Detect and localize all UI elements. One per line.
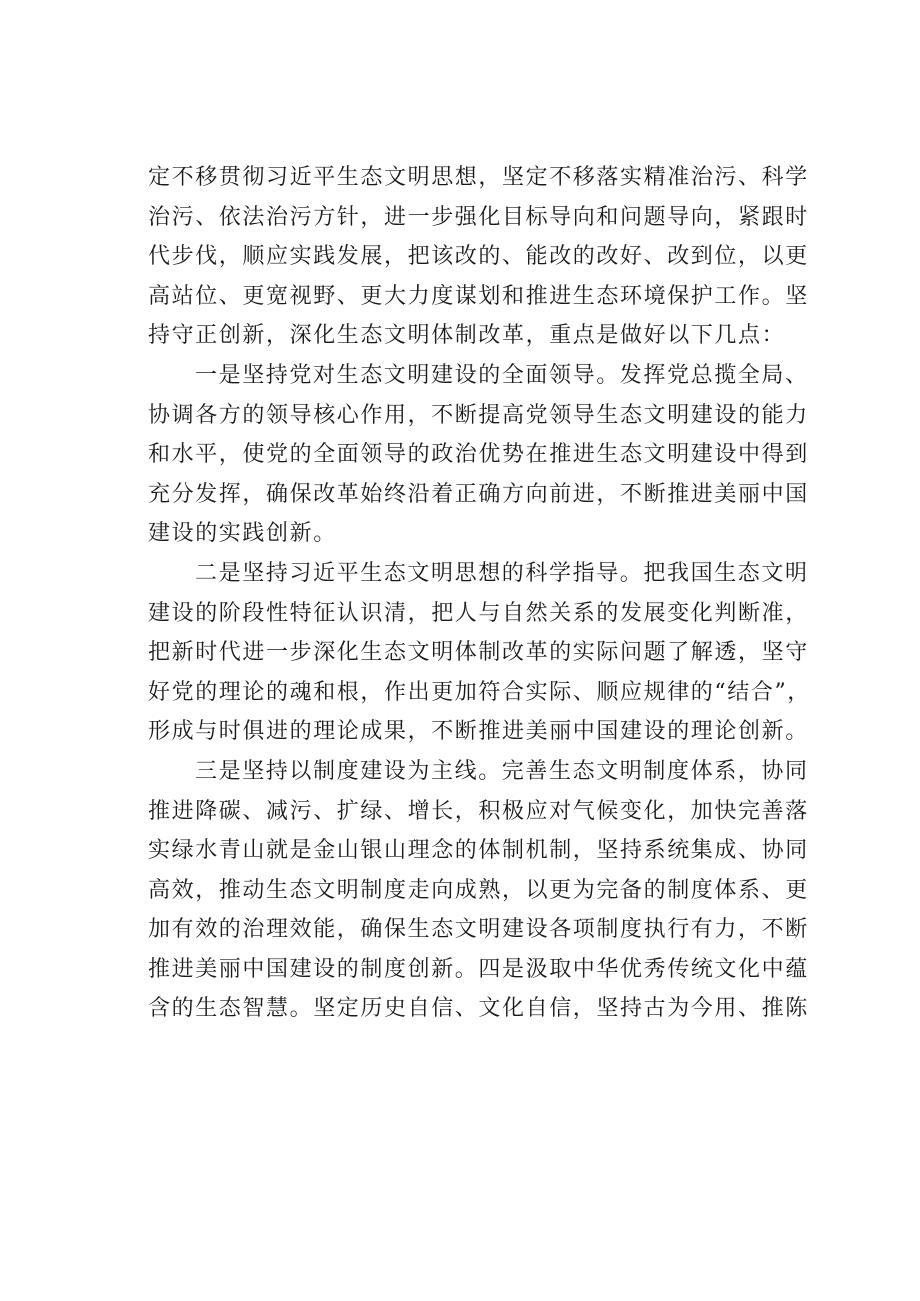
text-line: 高站位、更宽视野、更大力度谋划和推进生态环境保护工作。坚 [148, 283, 809, 309]
text-line: 充分发挥，确保改革始终沿着正确方向前进，不断推进美丽中国 [148, 481, 809, 507]
text-line: 协调各方的领导核心作用，不断提高党领导生态文明建设的能力 [148, 402, 809, 428]
text-line: 定不移贯彻习近平生态文明思想，坚定不移落实精准治污、科学 [148, 165, 809, 190]
text-line: 推进美丽中国建设的制度创新。四是汲取中华优秀传统文化中蕴 [148, 956, 809, 982]
text-line: 持守正创新，深化生态文明体制改革，重点是做好以下几点： [148, 323, 786, 349]
paragraph-first-line: 二是坚持习近平生态文明思想的科学指导。把我国生态文明 [195, 560, 809, 586]
text-line: 高效，推动生态文明制度走向成熟，以更为完备的制度体系、更 [148, 877, 809, 903]
text-line: 建设的阶段性特征认识清，把人与自然关系的发展变化判断准， [148, 600, 809, 626]
text-line: 把新时代进一步深化生态文明体制改革的实际问题了解透，坚守 [148, 640, 809, 666]
text-line: 实绿水青山就是金山银山理念的体制机制，坚持系统集成、协同 [148, 838, 809, 864]
text-line: 建设的实践创新。 [148, 521, 337, 547]
text-line: 加有效的治理效能，确保生态文明建设各项制度执行有力，不断 [148, 917, 809, 943]
text-line: 含的生态智慧。坚定历史自信、文化自信，坚持古为今用、推陈 [148, 996, 809, 1022]
paragraph-first-line: 一是坚持党对生态文明建设的全面领导。发挥党总揽全局、 [195, 362, 809, 388]
text-line: 形成与时俱进的理论成果，不断推进美丽中国建设的理论创新。 [148, 719, 809, 745]
document-body [148, 158, 811, 1029]
text-line: 代步伐，顺应实践发展，把该改的、能改的改好、改到位，以更 [148, 244, 809, 270]
text-line: 推进降碳、减污、扩绿、增长，积极应对气候变化，加快完善落 [148, 798, 809, 824]
paragraph-first-line: 三是坚持以制度建设为主线。完善生态文明制度体系，协同 [195, 758, 809, 784]
text-line: 和水平，使党的全面领导的政治优势在推进生态文明建设中得到 [148, 442, 809, 468]
text-line: 好党的理论的魂和根，作出更加符合实际、顺应规律的“结合”， [148, 679, 811, 705]
text-line: 治污、依法治污方针，进一步强化目标导向和问题导向，紧跟时 [148, 204, 809, 230]
